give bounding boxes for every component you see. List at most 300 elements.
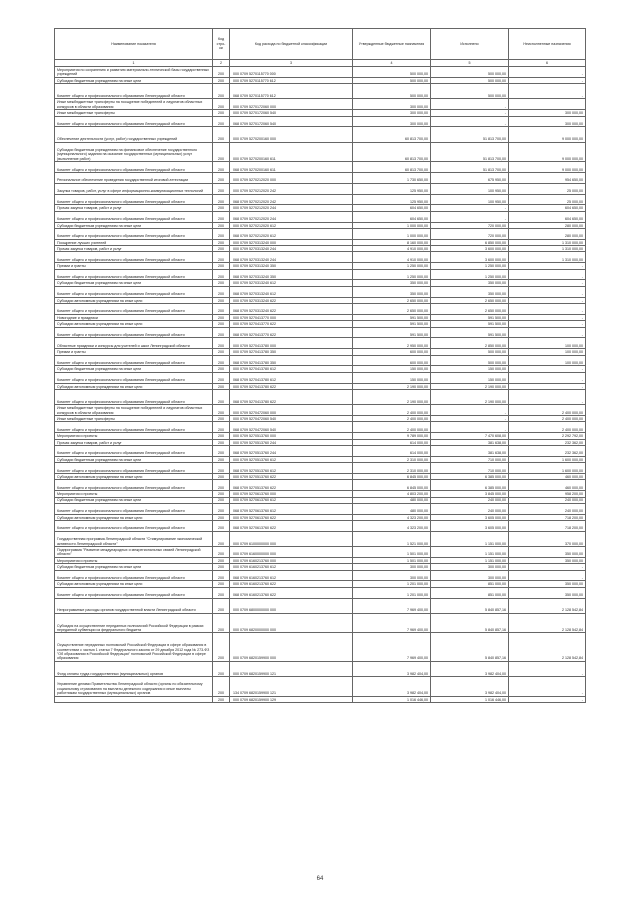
row-unexecuted-amount: -	[509, 696, 586, 702]
row-approved-amount: 500 000,00	[353, 67, 431, 78]
row-classification-code: 068 0709 5270313240 244	[230, 252, 353, 263]
table-row	[55, 633, 586, 661]
row-approved-amount: 150 000,00	[353, 366, 431, 372]
row-indicator-name: Комитет общего и профессионального образования Ленинградской области	[55, 116, 213, 127]
row-indicator-name: Субсидии автономным учреждениям на иные цели	[55, 581, 213, 587]
row-executed-amount: -	[431, 116, 509, 127]
row-unexecuted-amount: 9 000 000,00	[509, 127, 586, 142]
header-unexecuted: Неисполненные назначения	[509, 29, 586, 60]
row-approved-amount: 2 950 000,00	[353, 338, 431, 349]
row-indicator-name: Премии и гранты	[55, 263, 213, 269]
row-line-code: 200	[213, 172, 230, 183]
row-unexecuted-amount: 280 000,00	[509, 228, 586, 239]
row-indicator-name: Мероприятия по сохранению и развитию материально-технической базы государственных учреждений	[55, 67, 213, 78]
row-unexecuted-amount: 25 000,00	[509, 183, 586, 194]
row-unexecuted-amount: -	[509, 286, 586, 297]
table-row	[55, 480, 586, 491]
table-row	[55, 194, 586, 205]
row-approved-amount: 350 000,00	[353, 286, 431, 297]
row-executed-amount: 300 000,00	[431, 564, 509, 570]
row-line-code: 200	[213, 405, 230, 416]
row-unexecuted-amount: -	[509, 280, 586, 286]
row-indicator-name: Комитет общего и профессионального образования Ленинградской области	[55, 162, 213, 173]
row-executed-amount: 300 000,00	[431, 570, 509, 581]
row-executed-amount: 3 605 000,00	[431, 514, 509, 520]
row-line-code: 200	[213, 110, 230, 116]
row-line-code: 200	[213, 480, 230, 491]
row-executed-amount: 500 000,00	[431, 349, 509, 355]
row-executed-amount: 2 850 000,00	[431, 338, 509, 349]
row-classification-code: 134 0709 6820159900 121	[230, 676, 353, 696]
row-indicator-name: Управление делами Правительства Ленинградской области (органы по обязательному социальному страхованию на выплаты денежного содержания и иные выплаты работникам государственных (муниципальных) органов	[55, 676, 213, 696]
row-executed-amount: 3 982 404,00	[431, 676, 509, 696]
table-row	[55, 172, 586, 183]
row-classification-code: 000 0709 6820000000 000	[230, 613, 353, 633]
row-unexecuted-amount: 100 000,00	[509, 355, 586, 366]
row-approved-amount: 2 190 000,00	[353, 389, 431, 404]
row-unexecuted-amount: -	[509, 389, 586, 404]
row-approved-amount: 1 501 000,00	[353, 547, 431, 558]
row-executed-amount: 3 600 000,00	[431, 246, 509, 252]
row-unexecuted-amount: -	[509, 84, 586, 99]
row-classification-code: 000 0709 5270172060 540	[230, 110, 353, 116]
row-unexecuted-amount: 2 400 000,00	[509, 422, 586, 433]
row-approved-amount: 591 500,00	[353, 314, 431, 320]
row-line-code: 200	[213, 598, 230, 613]
row-unexecuted-amount: -	[509, 263, 586, 269]
row-line-code: 200	[213, 205, 230, 211]
row-line-code: 200	[213, 297, 230, 303]
row-classification-code: 068 0709 5270613760 622	[230, 521, 353, 532]
row-executed-amount: 2 650 000,00	[431, 304, 509, 315]
row-classification-code: 000 0709 6820159900 129	[230, 696, 353, 702]
row-approved-amount: 591 500,00	[353, 321, 431, 327]
row-approved-amount: 4 803 200,00	[353, 491, 431, 497]
row-classification-code: 000 0709 5270472060 540	[230, 415, 353, 421]
row-executed-amount: 851 000,00	[431, 581, 509, 587]
table-row	[55, 503, 586, 514]
row-indicator-name: Комитет общего и профессионального образования Ленинградской области	[55, 355, 213, 366]
column-index-row	[55, 60, 586, 67]
row-executed-amount: 500 000,00	[431, 77, 509, 83]
row-indicator-name: Комитет общего и профессионального образования Ленинградской области	[55, 570, 213, 581]
row-approved-amount: 1 000 000,00	[353, 222, 431, 228]
row-indicator-name: Мероприятия и проекты	[55, 433, 213, 439]
row-line-code: 200	[213, 497, 230, 503]
row-executed-amount: 150 000,00	[431, 366, 509, 372]
row-approved-amount: 6 845 000,00	[353, 480, 431, 491]
row-executed-amount: 381 638,00	[431, 439, 509, 445]
header-approved: Утвержденные бюджетные назначения	[353, 29, 431, 60]
row-executed-amount: 2 650 000,00	[431, 297, 509, 303]
row-approved-amount: 8 160 000,00	[353, 239, 431, 245]
row-classification-code: 000 0709 5270313240 244	[230, 246, 353, 252]
row-executed-amount: 1 151 000,00	[431, 531, 509, 546]
row-classification-code: 068 0709 5270115770 612	[230, 84, 353, 99]
row-indicator-name: Комитет общего и профессионального образования Ленинградской области	[55, 389, 213, 404]
row-classification-code: 000 0709 5270413780 612	[230, 366, 353, 372]
table-row	[55, 162, 586, 173]
row-line-code: 200	[213, 239, 230, 245]
row-approved-amount: 60 813 700,00	[353, 127, 431, 142]
table-row	[55, 338, 586, 349]
row-classification-code: 000 0709 5270513760 612	[230, 456, 353, 462]
row-approved-amount: 614 000,00	[353, 439, 431, 445]
row-indicator-name: Прочая закупка товаров, работ и услуг	[55, 439, 213, 445]
row-executed-amount: 5 840 857,16	[431, 598, 509, 613]
row-unexecuted-amount: 350 000,00	[509, 587, 586, 598]
row-executed-amount: 1 250 000,00	[431, 269, 509, 280]
row-line-code: 200	[213, 383, 230, 389]
row-indicator-name: Субсидии бюджетным учреждениям на иные цели	[55, 77, 213, 83]
row-classification-code: 000 0709 5270313240 350	[230, 263, 353, 269]
row-line-code: 200	[213, 327, 230, 338]
row-executed-amount: 1 016 446,00	[431, 696, 509, 702]
row-line-code: 200	[213, 633, 230, 661]
row-indicator-name: Комитет общего и профессионального образования Ленинградской области	[55, 269, 213, 280]
table-row	[55, 422, 586, 433]
header-classification-code: Код расхода по бюджетной классификации	[230, 29, 353, 60]
row-line-code: 200	[213, 456, 230, 462]
row-executed-amount: 6 385 000,00	[431, 473, 509, 479]
row-indicator-name: Субсидии бюджетным учреждениям на финансовое обеспечение государственного (муниципального) задания на оказание государственных (муниципальных) услуг (выполнение работ)	[55, 142, 213, 162]
row-classification-code: 000 0709 6160213760 000	[230, 557, 353, 563]
row-classification-code: 000 0709 5270413770 000	[230, 314, 353, 320]
row-indicator-name: Региональное обеспечение проведения государственной итоговой аттестации	[55, 172, 213, 183]
row-unexecuted-amount: -	[509, 304, 586, 315]
header-line-code: Код стро-ки	[213, 29, 230, 60]
table-row	[55, 521, 586, 532]
row-executed-amount: 1 151 000,00	[431, 547, 509, 558]
row-executed-amount: -	[431, 205, 509, 211]
row-unexecuted-amount: 604 650,00	[509, 211, 586, 222]
row-unexecuted-amount: 240 000,00	[509, 503, 586, 514]
row-classification-code: 000 0709 6100000000 000	[230, 531, 353, 546]
row-unexecuted-amount: 2 128 542,84	[509, 598, 586, 613]
row-indicator-name: Субсидии бюджетным учреждениям на иные цели	[55, 497, 213, 503]
row-line-code: 200	[213, 338, 230, 349]
row-classification-code: 000 0709 5270313240 612	[230, 280, 353, 286]
row-executed-amount: 500 000,00	[431, 84, 509, 99]
row-unexecuted-amount: 460 000,00	[509, 480, 586, 491]
row-indicator-name	[55, 696, 213, 702]
row-approved-amount: 7 969 400,00	[353, 633, 431, 661]
row-unexecuted-amount: 1 310 000,00	[509, 246, 586, 252]
row-executed-amount: 500 000,00	[431, 67, 509, 78]
row-indicator-name: Комитет общего и профессионального образования Ленинградской области	[55, 194, 213, 205]
row-classification-code: 000 0709 5270115770 000	[230, 67, 353, 78]
row-approved-amount: 3 982 404,00	[353, 676, 431, 696]
row-approved-amount: 300 000,00	[353, 99, 431, 110]
row-approved-amount: 2 400 000,00	[353, 422, 431, 433]
page-number: 64	[316, 876, 324, 882]
row-classification-code: 068 0709 6160213760 612	[230, 570, 353, 581]
row-approved-amount: 2 190 000,00	[353, 383, 431, 389]
row-line-code: 200	[213, 564, 230, 570]
row-line-code: 200	[213, 433, 230, 439]
row-approved-amount: 1 016 446,00	[353, 696, 431, 702]
row-approved-amount: 2 400 000,00	[353, 405, 431, 416]
row-indicator-name: Иные межбюджетные трансферты на поощрение победителей и лауреатов областных конкурсов в области образования	[55, 99, 213, 110]
row-indicator-name: Обеспечение деятельности (услуг, работ) государственных учреждений	[55, 127, 213, 142]
row-executed-amount: 720 000,00	[431, 222, 509, 228]
row-indicator-name: Комитет общего и профессионального образования Ленинградской области	[55, 252, 213, 263]
row-executed-amount: -	[431, 422, 509, 433]
table-row	[55, 142, 586, 162]
row-classification-code: 068 0709 5270313240 612	[230, 286, 353, 297]
row-indicator-name: Субсидии автономным учреждениям на иные цели	[55, 297, 213, 303]
table-row	[55, 587, 586, 598]
row-line-code: 200	[213, 366, 230, 372]
row-classification-code: 000 0709 5270513760 244	[230, 439, 353, 445]
row-approved-amount: 6 845 000,00	[353, 473, 431, 479]
row-indicator-name: Субсидии бюджетным учреждениям на иные цели	[55, 366, 213, 372]
row-indicator-name: Субсидии бюджетным учреждениям на иные цели	[55, 564, 213, 570]
row-classification-code: 000 0709 5270513760 622	[230, 473, 353, 479]
row-indicator-name: Комитет общего и профессионального образования Ленинградской области	[55, 304, 213, 315]
row-executed-amount: 2 190 000,00	[431, 383, 509, 389]
row-approved-amount: 1 201 000,00	[353, 581, 431, 587]
row-unexecuted-amount: 1 600 000,00	[509, 463, 586, 474]
row-approved-amount: 300 000,00	[353, 110, 431, 116]
row-line-code: 200	[213, 463, 230, 474]
row-indicator-name: Субсидии автономным учреждениям на иные цели	[55, 514, 213, 520]
row-unexecuted-amount: 1 310 000,00	[509, 252, 586, 263]
row-approved-amount: 60 813 700,00	[353, 162, 431, 173]
row-unexecuted-amount: 958 200,00	[509, 491, 586, 497]
row-classification-code: 000 0709 5270613760 612	[230, 497, 353, 503]
row-executed-amount: 710 000,00	[431, 463, 509, 474]
row-approved-amount: 9 789 000,00	[353, 433, 431, 439]
row-indicator-name: Субсидии бюджетным учреждениям на иные цели	[55, 456, 213, 462]
row-classification-code: 000 0709 5270613760 622	[230, 514, 353, 520]
row-executed-amount: 350 000,00	[431, 286, 509, 297]
row-line-code: 200	[213, 263, 230, 269]
row-unexecuted-amount: 9 000 000,00	[509, 142, 586, 162]
row-unexecuted-amount: -	[509, 327, 586, 338]
row-unexecuted-amount: -	[509, 77, 586, 83]
row-indicator-name: Субсидии автономным учреждениям на иные цели	[55, 473, 213, 479]
row-classification-code: 068 0709 5270413780 622	[230, 389, 353, 404]
row-line-code: 200	[213, 321, 230, 327]
row-indicator-name: Комитет общего и профессионального образования Ленинградской области	[55, 84, 213, 99]
row-executed-amount: 3 600 000,00	[431, 252, 509, 263]
row-unexecuted-amount: -	[509, 570, 586, 581]
table-row	[55, 696, 586, 702]
row-approved-amount: 600 000,00	[353, 349, 431, 355]
row-unexecuted-amount: 100 000,00	[509, 349, 586, 355]
table-row	[55, 463, 586, 474]
header-executed: Исполнено	[431, 29, 509, 60]
table-row	[55, 676, 586, 696]
row-executed-amount: 591 500,00	[431, 321, 509, 327]
row-line-code: 200	[213, 676, 230, 696]
row-executed-amount: 6 385 000,00	[431, 480, 509, 491]
row-approved-amount: 614 000,00	[353, 445, 431, 456]
row-classification-code: 068 0709 5270472060 540	[230, 422, 353, 433]
row-indicator-name: Комитет общего и профессионального образования Ленинградской области	[55, 372, 213, 383]
row-approved-amount: 60 813 700,00	[353, 142, 431, 162]
row-unexecuted-amount: 350 000,00	[509, 581, 586, 587]
column-index: 4	[353, 60, 431, 67]
row-executed-amount: 6 850 000,00	[431, 239, 509, 245]
row-line-code: 200	[213, 587, 230, 598]
row-unexecuted-amount: 718 200,00	[509, 521, 586, 532]
row-line-code: 200	[213, 314, 230, 320]
row-indicator-name: Комитет общего и профессионального образования Ленинградской области	[55, 211, 213, 222]
row-line-code: 200	[213, 280, 230, 286]
row-indicator-name: Мероприятия и проекты	[55, 491, 213, 497]
row-approved-amount: 4 910 000,00	[353, 246, 431, 252]
row-executed-amount: 100 950,00	[431, 194, 509, 205]
table-row	[55, 661, 586, 676]
row-line-code: 200	[213, 127, 230, 142]
row-classification-code: 068 0709 5270513760 612	[230, 463, 353, 474]
row-line-code: 200	[213, 661, 230, 676]
row-unexecuted-amount: 2 128 542,84	[509, 613, 586, 633]
row-line-code: 200	[213, 415, 230, 421]
table-row	[55, 269, 586, 280]
row-line-code: 200	[213, 222, 230, 228]
row-unexecuted-amount: 954 650,00	[509, 172, 586, 183]
row-line-code: 200	[213, 389, 230, 404]
row-executed-amount: 500 000,00	[431, 355, 509, 366]
row-classification-code: 068 0709 5270413780 612	[230, 372, 353, 383]
table-row	[55, 613, 586, 633]
row-unexecuted-amount: -	[509, 314, 586, 320]
row-executed-amount: 3 845 000,00	[431, 491, 509, 497]
row-classification-code: 000 0709 5270212020 244	[230, 205, 353, 211]
row-indicator-name: Комитет общего и профессионального образования Ленинградской области	[55, 503, 213, 514]
row-line-code: 200	[213, 355, 230, 366]
row-line-code: 200	[213, 422, 230, 433]
row-classification-code: 000 0709 5270212020 612	[230, 222, 353, 228]
row-line-code: 200	[213, 503, 230, 514]
row-executed-amount: 7 470 608,00	[431, 433, 509, 439]
table-row	[55, 304, 586, 315]
row-approved-amount: 500 000,00	[353, 84, 431, 99]
table-row	[55, 84, 586, 99]
row-approved-amount: 1 730 650,00	[353, 172, 431, 183]
row-indicator-name: Осуществление переданных полномочий Российской Федерации в сфере образования в соответствии с частью 1 статьи 7 Федерального закона от 29 декабря 2012 года № 273-ФЗ "Об образовании в Российской Федерации" полномочий Российской Федерации в сфере образования	[55, 633, 213, 661]
table-row	[55, 547, 586, 558]
header-indicator-name: Наименование показателя	[55, 29, 213, 60]
row-unexecuted-amount: 9 000 000,00	[509, 162, 586, 173]
row-line-code: 200	[213, 557, 230, 563]
row-executed-amount: 2 190 000,00	[431, 389, 509, 404]
row-classification-code: 068 0709 5270313240 622	[230, 304, 353, 315]
row-classification-code: 000 0709 6800000000 000	[230, 598, 353, 613]
row-approved-amount: 2 310 000,00	[353, 456, 431, 462]
row-approved-amount: 1 250 000,00	[353, 263, 431, 269]
row-classification-code: 068 0709 5270212020 612	[230, 228, 353, 239]
row-unexecuted-amount: -	[509, 372, 586, 383]
row-indicator-name: Комитет общего и профессионального образования Ленинградской области	[55, 228, 213, 239]
row-indicator-name: Государственная программа Ленинградской области "Стимулирование экономической активности Ленинградской области"	[55, 531, 213, 546]
row-line-code: 200	[213, 696, 230, 702]
row-line-code: 200	[213, 514, 230, 520]
row-approved-amount: 7 969 400,00	[353, 598, 431, 613]
row-line-code: 200	[213, 67, 230, 78]
row-indicator-name: Субсидии бюджетным учреждениям на иные цели	[55, 222, 213, 228]
row-executed-amount: -	[431, 211, 509, 222]
row-indicator-name: Иные межбюджетные трансферты на поощрение победителей и лауреатов областных конкурсов в области образования	[55, 405, 213, 416]
row-approved-amount: 591 500,00	[353, 327, 431, 338]
table-row	[55, 228, 586, 239]
row-unexecuted-amount: 280 000,00	[509, 222, 586, 228]
row-classification-code: 000 0709 5270513760 000	[230, 433, 353, 439]
row-approved-amount: 604 650,00	[353, 211, 431, 222]
row-approved-amount: 1 250 000,00	[353, 269, 431, 280]
row-executed-amount: 150 000,00	[431, 372, 509, 383]
row-line-code: 200	[213, 613, 230, 633]
row-executed-amount: 720 000,00	[431, 228, 509, 239]
column-index: 6	[509, 60, 586, 67]
row-unexecuted-amount: 240 000,00	[509, 497, 586, 503]
row-executed-amount: 851 000,00	[431, 587, 509, 598]
row-classification-code: 000 0709 5270200160 000	[230, 127, 353, 142]
row-unexecuted-amount: 2 400 000,00	[509, 415, 586, 421]
budget-report-sheet	[54, 28, 585, 703]
row-approved-amount: 2 650 000,00	[353, 304, 431, 315]
row-line-code: 200	[213, 473, 230, 479]
row-classification-code: 000 0709 5270212020 242	[230, 183, 353, 194]
row-approved-amount: 125 950,00	[353, 183, 431, 194]
row-classification-code: 068 0709 5270613760 612	[230, 503, 353, 514]
row-classification-code: 000 0709 5270172060 000	[230, 99, 353, 110]
row-approved-amount: 3 982 404,00	[353, 661, 431, 676]
row-classification-code: 000 0709 6160000000 000	[230, 547, 353, 558]
table-row	[55, 445, 586, 456]
row-indicator-name: Областные праздники и конкурсы для учителей и школ Ленинградской области	[55, 338, 213, 349]
row-classification-code: 000 0709 6160213760 622	[230, 581, 353, 587]
row-indicator-name: Иные межбюджетные трансферты	[55, 110, 213, 116]
row-line-code: 200	[213, 211, 230, 222]
row-indicator-name: Фонд оплаты труда государственных (муниципальных) органов	[55, 661, 213, 676]
row-indicator-name: Непрограммные расходы органов государственной власти Ленинградской области	[55, 598, 213, 613]
row-indicator-name: Субсидия на осуществление переданных полномочий Российской Федерации в рамках переданной субвенции из федерального бюджета	[55, 613, 213, 633]
row-indicator-name: Субсидии автономным учреждениям на иные цели	[55, 383, 213, 389]
row-classification-code: 068 0709 5270200160 611	[230, 162, 353, 173]
row-line-code: 200	[213, 547, 230, 558]
row-unexecuted-amount: 1 600 000,00	[509, 456, 586, 462]
row-executed-amount: 5 840 857,16	[431, 633, 509, 661]
row-unexecuted-amount: -	[509, 366, 586, 372]
row-unexecuted-amount: 718 200,00	[509, 514, 586, 520]
row-unexecuted-amount: -	[509, 269, 586, 280]
row-approved-amount: 125 950,00	[353, 194, 431, 205]
row-line-code: 200	[213, 304, 230, 315]
row-line-code: 200	[213, 252, 230, 263]
row-executed-amount: -	[431, 405, 509, 416]
row-unexecuted-amount: 350 000,00	[509, 547, 586, 558]
row-line-code: 200	[213, 84, 230, 99]
row-executed-amount: -	[431, 99, 509, 110]
row-line-code: 200	[213, 531, 230, 546]
row-executed-amount: 240 000,00	[431, 503, 509, 514]
row-classification-code: 000 0709 5270613760 000	[230, 491, 353, 497]
row-indicator-name: Премии и гранты	[55, 349, 213, 355]
row-unexecuted-amount: 2 400 000,00	[509, 405, 586, 416]
row-classification-code: 000 0709 5270313240 622	[230, 297, 353, 303]
row-classification-code: 000 0709 5270313240 000	[230, 239, 353, 245]
row-approved-amount: 2 400 000,00	[353, 415, 431, 421]
row-executed-amount: 381 638,00	[431, 445, 509, 456]
row-executed-amount: 710 000,00	[431, 456, 509, 462]
row-executed-amount: 3 605 000,00	[431, 521, 509, 532]
row-classification-code: 068 0709 5270413780 350	[230, 355, 353, 366]
row-executed-amount: 350 000,00	[431, 280, 509, 286]
